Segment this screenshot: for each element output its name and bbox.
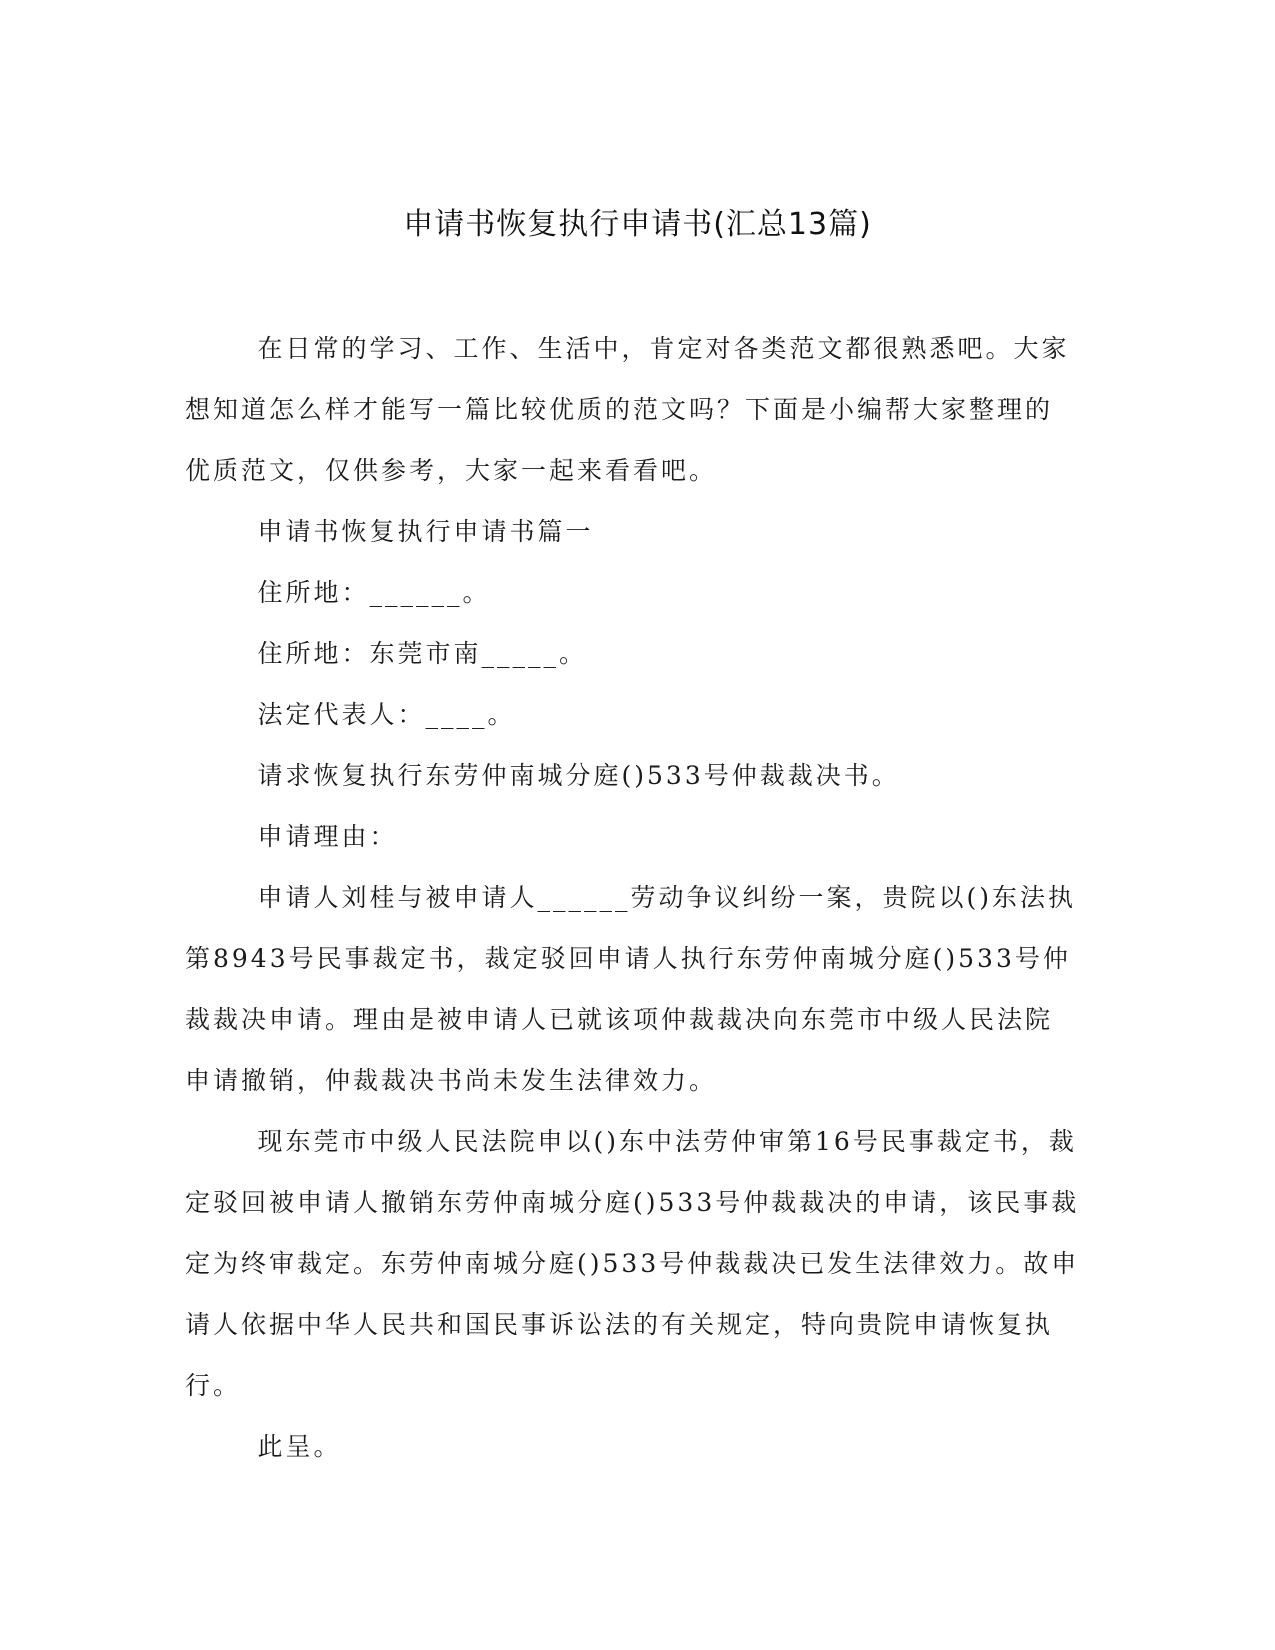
closing-line: 此呈。 <box>257 1432 342 1461</box>
reason-heading: 申请理由： <box>257 822 398 851</box>
reason-paragraph-1: 申请人刘桂与被申请人______劳动争议纠纷一案，贵院以()东法执第8943号民事裁定书，裁定驳回申请人执行东劳仲南城分庭()533号仲裁裁决申请。理由是被申请人已就该项仲裁裁决向东莞市中级人民法院申请撤销，仲裁裁决书尚未发生法律效力。 <box>185 883 1077 1095</box>
request-paragraph: 请求恢复执行东劳仲南城分庭()533号仲裁裁决书。 <box>257 761 900 790</box>
legal-representative-line: 法定代表人：____。 <box>257 700 516 729</box>
address-line-1: 住所地：______。 <box>257 578 491 607</box>
section-heading: 申请书恢复执行申请书篇一 <box>257 517 594 546</box>
address-line-2: 住所地：东莞市南_____。 <box>257 639 588 668</box>
document-body <box>185 318 1080 1477</box>
document-title: 申请书恢复执行申请书(汇总13篇) <box>403 207 872 242</box>
intro-paragraph: 在日常的学习、工作、生活中，肯定对各类范文都很熟悉吧。大家想知道怎么样才能写一篇比较优质的范文吗？下面是小编帮大家整理的优质范文，仅供参考，大家一起来看看吧。 <box>185 334 1070 485</box>
reason-paragraph-2: 现东莞市中级人民法院申以()东中法劳仲审第16号民事裁定书，裁定驳回被申请人撤销东劳仲南城分庭()533号仲裁裁决的申请，该民事裁定为终审裁定。东劳仲南城分庭()533号仲裁裁决已发生法律效力。故申请人依据中华人民共和国民事诉讼法的有关规定，特向贵院申请恢复执行。 <box>185 1127 1080 1400</box>
